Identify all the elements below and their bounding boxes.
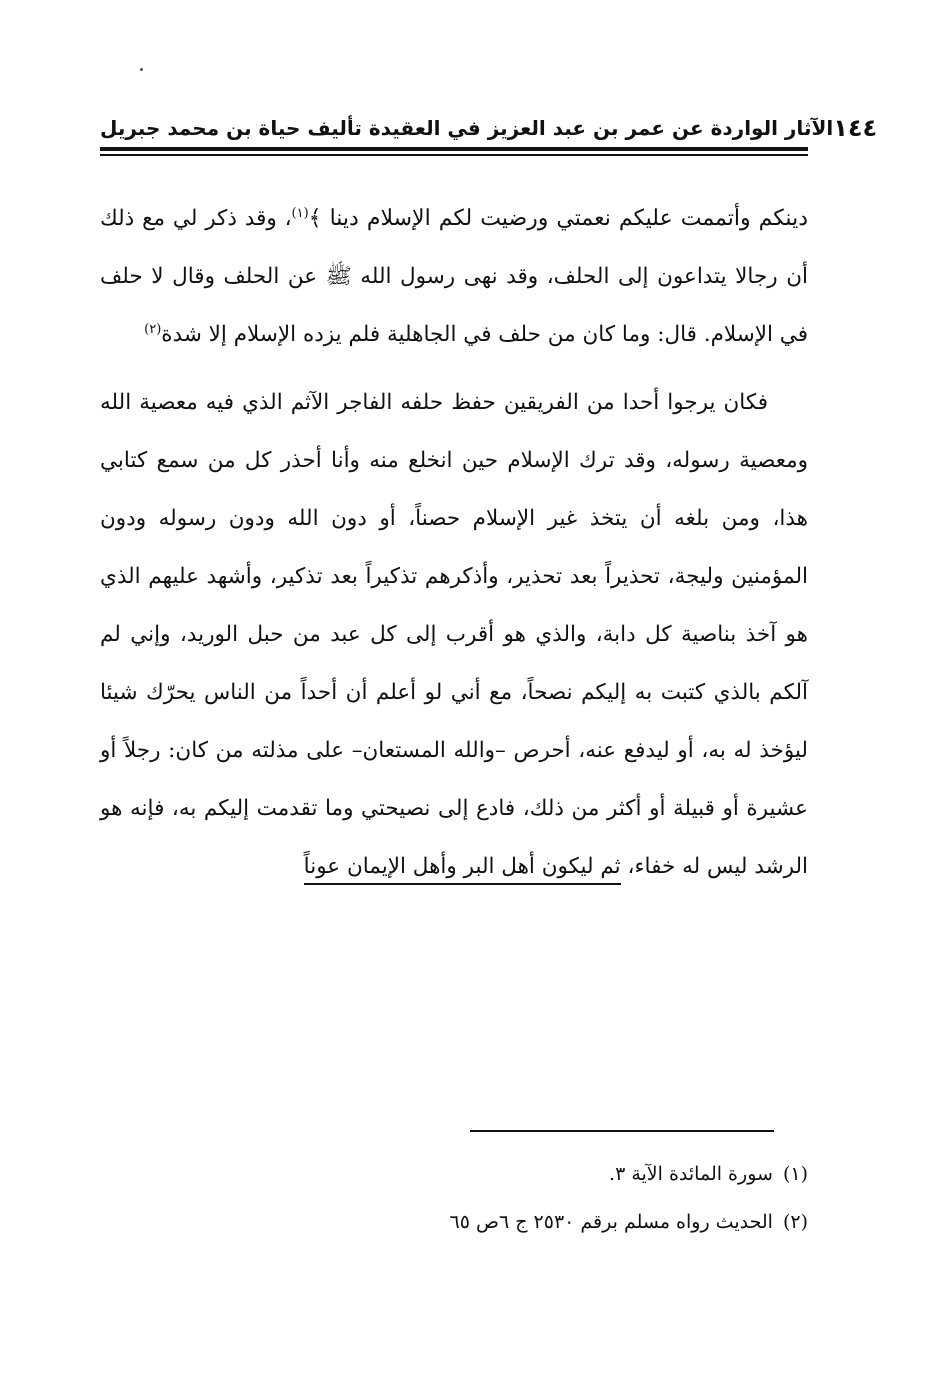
footnote-1-number: (١): [782, 1163, 808, 1185]
footnote-2-number: (٢): [782, 1211, 808, 1233]
footnote-2: [100, 1198, 808, 1246]
footnote-separator: [470, 1130, 774, 1132]
header-rule-thick: [100, 147, 808, 151]
page-number: ١٤٤: [833, 114, 878, 142]
quran-verse: دينكم وأتممت عليكم نعمتي ورضيت لكم الإسلام دينا ﴾: [308, 206, 808, 231]
footnote-1-text: سورة المائدة الآية ٣.: [609, 1163, 773, 1185]
running-header: [100, 108, 878, 148]
header-rule-thin: [100, 154, 808, 156]
header-title: الآثار الواردة عن عمر بن عبد العزيز في العقيدة تأليف حياة بن محمد جبريل: [100, 116, 834, 140]
paragraph-2: [100, 374, 808, 896]
paragraph-2-text: فكان يرجوا أحدا من الفريقين حفظ حلفه الفاجر الآثم الذي فيه معصية الله ومعصية رسوله، وقد ترك الإسلام حين انخلع منه وأنا أحذر كل من سمع كتابي هذا، ومن بلغه أن يتخذ غير الإسلام حصناً، أو دون الله ودون رسوله ودون المؤمنين وليجة، تحذيراً بعد تحذير، وأذكرهم تذكيراً بعد تذكير، وأشهد عليهم الذي هو آخذ بناصية كل دابة، والذي هو أقرب إلى كل عبد من حبل الوريد، وإني لم آلكم بالذي كتبت به إليكم نصحاً، مع أني لو أعلم أن أحداً من الناس يحرّك شيئا ليؤخذ له به، أو ليدفع عنه، أحرص –والله المستعان– على مذلته من كان: رجلاً أو عشيرة أو قبيلة أو أكثر من ذلك، فادع إلى نصيحتي وما تقدمت إليكم به، فإنه هو الرشد ليس له خفاء،: [100, 390, 808, 879]
footnotes: [100, 1150, 808, 1246]
footnote-2-text: الحديث رواه مسلم برقم ٢٥٣٠ ج ٦ص ٦٥: [449, 1211, 773, 1233]
body-text: [100, 190, 808, 906]
underlined-phrase: ثم ليكون أهل البر وأهل الإيمان عوناً: [304, 854, 621, 885]
footnote-1: [100, 1150, 808, 1198]
paragraph-1-text: ، وقد ذكر لي مع ذلك أن رجالا يتداعون إلى الحلف، وقد نهى رسول الله ﷺ عن الحلف وقال لا حلف في الإسلام. قال: وما كان من حلف في الجاهلية فلم يزده الإسلام إلا شدة: [100, 206, 808, 347]
footnote-ref-2: (٢): [144, 321, 162, 337]
page-speck: [140, 68, 143, 71]
footnote-ref-1: (١): [291, 205, 309, 221]
paragraph-1: [100, 190, 808, 364]
